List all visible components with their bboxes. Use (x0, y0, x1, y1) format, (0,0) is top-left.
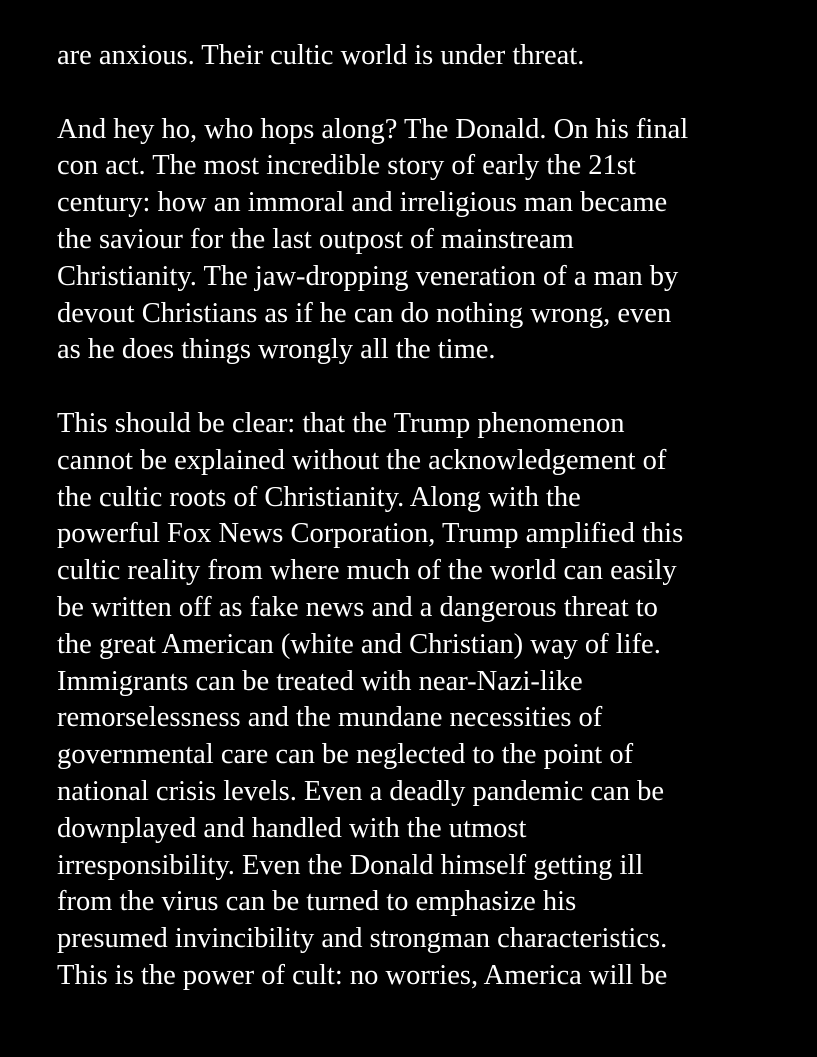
text-line: the great American (white and Christian) way of life. (57, 628, 661, 660)
text-line: the cultic roots of Christianity. Along with the (57, 481, 581, 513)
text-line: presumed invincibility and strongman characteristics. (57, 923, 668, 955)
text-line: the saviour for the last outpost of mainstream (57, 223, 574, 255)
paragraph-3 (57, 406, 797, 995)
text-line: con act. The most incredible story of early the 21st (57, 150, 636, 182)
text-line: from the virus can be turned to emphasize his (57, 886, 577, 918)
text-line: This is the power of cult: no worries, America will be (57, 959, 668, 991)
text-line: This should be clear: that the Trump phenomenon (57, 407, 625, 439)
text-line: as he does things wrongly all the time. (57, 334, 496, 366)
text-line: And hey ho, who hops along? The Donald. On his final (57, 113, 689, 145)
text-line: cultic reality from where much of the world can easily (57, 555, 677, 587)
text-line: national crisis levels. Even a deadly pandemic can be (57, 775, 664, 807)
text-line: cannot be explained without the acknowledgement of (57, 444, 667, 476)
text-line: irresponsibility. Even the Donald himself getting ill (57, 849, 644, 881)
text-line: Christianity. The jaw-dropping veneration of a man by (57, 260, 679, 292)
paragraph-gap (57, 369, 797, 406)
paragraph-2 (57, 112, 797, 370)
text-line: Immigrants can be treated with near-Nazi-like (57, 665, 583, 697)
text-line: are anxious. Their cultic world is under threat. (57, 40, 585, 71)
text-line: powerful Fox News Corporation, Trump amplified this (57, 518, 684, 550)
text-line: devout Christians as if he can do nothing wrong, even (57, 297, 672, 329)
text-line: be written off as fake news and a dangerous threat to (57, 591, 658, 623)
text-line: downplayed and handled with the utmost (57, 812, 527, 844)
document-body (57, 38, 797, 995)
paragraph-gap (57, 75, 797, 112)
text-line: remorselessness and the mundane necessities of (57, 702, 603, 734)
text-line: governmental care can be neglected to the point of (57, 739, 634, 771)
paragraph-1 (57, 38, 797, 75)
text-line: century: how an immoral and irreligious man became (57, 187, 668, 219)
